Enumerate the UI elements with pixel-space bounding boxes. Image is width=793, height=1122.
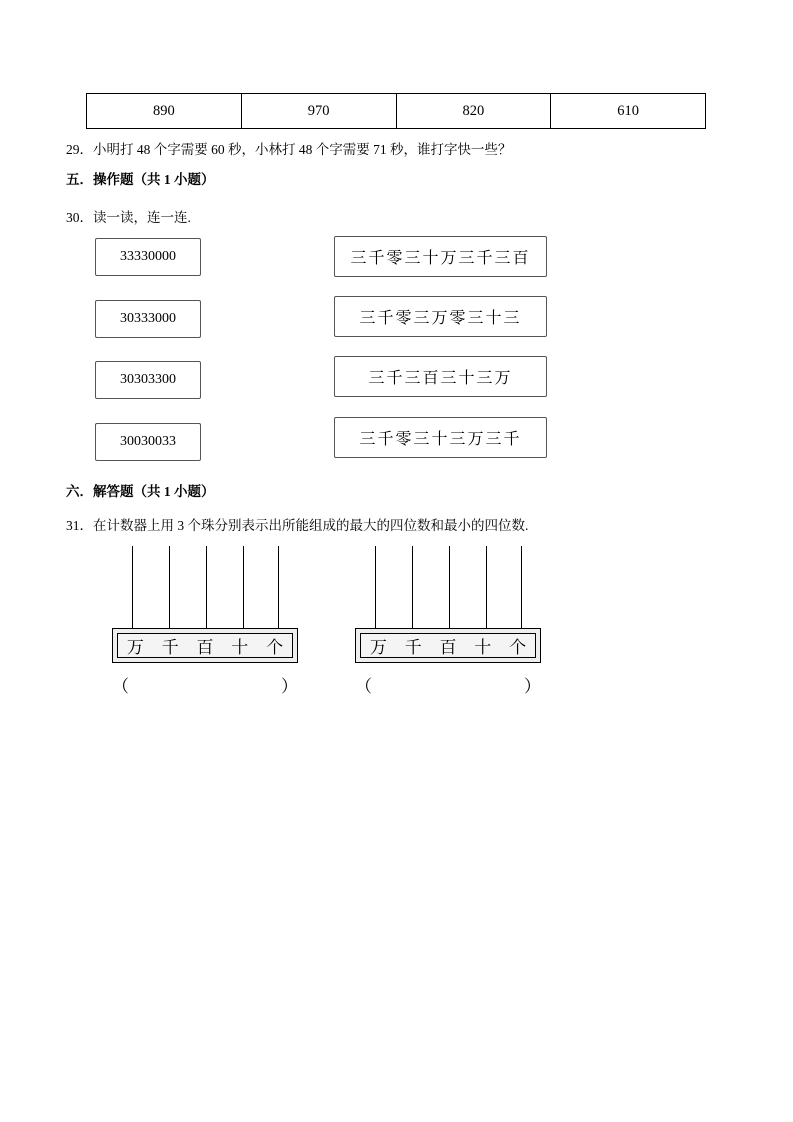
abacus-rod <box>449 546 450 628</box>
match-chinese-box[interactable]: 三千零三十三万三千 <box>334 417 547 458</box>
abacus-label: 千 <box>404 638 422 657</box>
abacus-answer-parentheses[interactable] <box>355 672 541 697</box>
table-row <box>87 94 706 129</box>
question-30-text: 30．读一读，连一连. <box>66 210 191 225</box>
abacus-label: 千 <box>161 638 179 657</box>
table-cell: 970 <box>241 94 396 129</box>
abacus-label: 百 <box>439 638 457 657</box>
paren-open: （ <box>112 677 129 696</box>
abacus-place-labels <box>117 633 293 658</box>
abacus-rod <box>243 546 244 628</box>
match-number-box[interactable]: 30333000 <box>95 300 201 338</box>
abacus-rod <box>486 546 487 628</box>
match-chinese-box[interactable]: 三千零三十万三千三百 <box>334 236 547 277</box>
match-chinese-box[interactable]: 三千零三万零三十三 <box>334 296 547 337</box>
abacus-rod <box>169 546 170 628</box>
match-number-box[interactable]: 33330000 <box>95 238 201 276</box>
question-29-text: 29．小明打 48 个字需要 60 秒，小林打 48 个字需要 71 秒，谁打字快一些？ <box>66 142 512 157</box>
section-heading-five: 五．操作题（共 1 小题） <box>66 172 215 187</box>
section-heading-six: 六．解答题（共 1 小题） <box>66 484 215 499</box>
abacus-rod <box>206 546 207 628</box>
table-cell: 890 <box>87 94 242 129</box>
paren-open: （ <box>355 677 372 696</box>
abacus-rod <box>412 546 413 628</box>
paren-close: ） <box>281 677 298 696</box>
paren-close: ） <box>524 677 541 696</box>
abacus-answer-parentheses[interactable] <box>112 672 298 697</box>
abacus-frame <box>355 628 541 663</box>
match-number-box[interactable]: 30303300 <box>95 361 201 399</box>
abacus-label: 个 <box>509 638 527 657</box>
match-chinese-box[interactable]: 三千三百三十三万 <box>334 356 547 397</box>
number-table <box>86 93 706 129</box>
table-cell: 820 <box>396 94 551 129</box>
question-31-text: 31．在计数器上用 3 个珠分别表示出所能组成的最大的四位数和最小的四位数. <box>66 518 529 533</box>
abacus-label: 十 <box>231 638 249 657</box>
abacus-rod <box>521 546 522 628</box>
match-number-box[interactable]: 30030033 <box>95 423 201 461</box>
abacus-rod <box>375 546 376 628</box>
abacus-label: 十 <box>474 638 492 657</box>
abacus-label: 万 <box>126 638 144 657</box>
abacus-rod <box>278 546 279 628</box>
abacus-label: 百 <box>196 638 214 657</box>
abacus-place-labels <box>360 633 536 658</box>
abacus-label: 万 <box>369 638 387 657</box>
abacus-frame <box>112 628 298 663</box>
abacus-rod <box>132 546 133 628</box>
table-cell: 610 <box>551 94 706 129</box>
abacus-label: 个 <box>266 638 284 657</box>
